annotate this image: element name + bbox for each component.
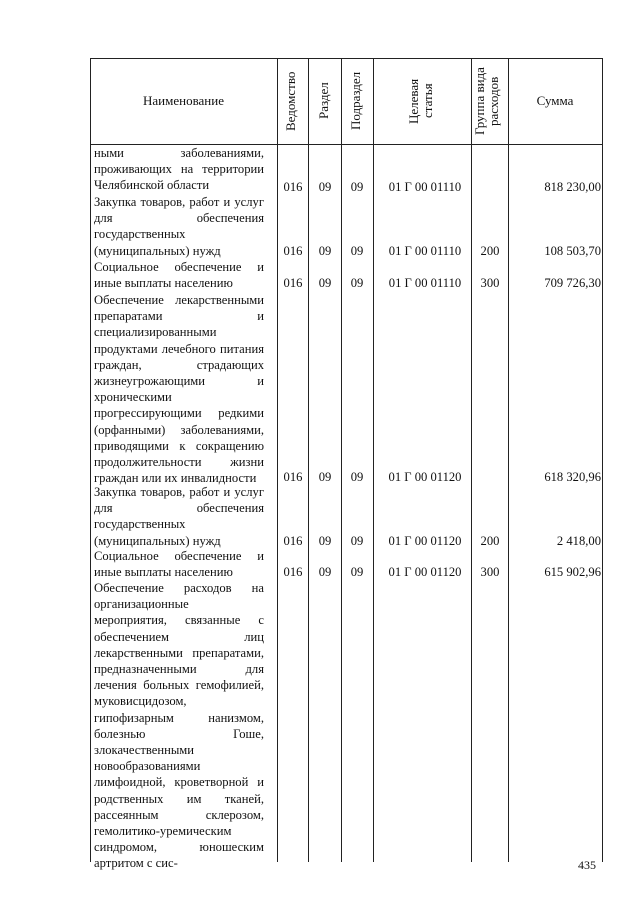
- row-amount: 2 418,00: [556, 534, 601, 548]
- row-department: 016: [283, 470, 303, 484]
- row-section: 09: [318, 180, 332, 194]
- row-section: 09: [318, 565, 332, 579]
- row-subsection: 09: [350, 470, 364, 484]
- header-name: Наименование: [143, 93, 224, 108]
- col-border-name: [277, 58, 278, 862]
- row-expense-group: 200: [480, 534, 500, 548]
- row-section: 09: [318, 276, 332, 290]
- row-expense-group: 300: [480, 565, 500, 579]
- row-target-article: 01 Г 00 01110: [388, 244, 462, 258]
- header-target-article: Целевая статья: [406, 78, 435, 124]
- row-section: 09: [318, 244, 332, 258]
- row-department: 016: [283, 276, 303, 290]
- row-section: 09: [318, 470, 332, 484]
- row-department: 016: [283, 565, 303, 579]
- header-expense-group: Группа вида расходов: [472, 67, 501, 135]
- col-border-left: [90, 58, 91, 862]
- row-amount: 108 503,70: [544, 244, 601, 258]
- col-border-right: [602, 58, 603, 862]
- header-amount: Сумма: [536, 93, 574, 108]
- row-target-article: 01 Г 00 01110: [388, 180, 462, 194]
- header-subsection: Подраздел: [348, 71, 363, 131]
- header-section: Раздел: [316, 82, 331, 120]
- row-section: 09: [318, 534, 332, 548]
- row-subsection: 09: [350, 276, 364, 290]
- row-target-article: 01 Г 00 01120: [388, 534, 462, 548]
- col-border-department: [308, 58, 309, 862]
- row-name: Закупка товаров, работ и услуг для обеспечения государственных (муниципальных) нужд: [94, 195, 264, 258]
- row-target-article: 01 Г 00 01120: [388, 470, 462, 484]
- row-name: Социальное обеспечение и иные выплаты населению: [94, 549, 264, 580]
- row-name: Обеспечение расходов на организационные мероприятия, связанные с обеспечением лиц лекарственными препаратами, предназначенными для лечения больных гемофилией, муковисцидозом, гипофизарным нанизмом, болезнью Гоше, злокачественными новообразованиями лимфоидной, кроветворной и родственных им тканей, рассеянным склерозом, гемолитико-уремическим синдромом, юношеским артритом с сис-: [94, 581, 264, 871]
- row-name: Социальное обеспечение и иные выплаты населению: [94, 260, 264, 291]
- row-department: 016: [283, 244, 303, 258]
- row-name: Закупка товаров, работ и услуг для обеспечения государственных (муниципальных) нужд: [94, 485, 264, 548]
- row-amount: 709 726,30: [544, 276, 601, 290]
- table-top-border: [90, 58, 602, 59]
- row-subsection: 09: [350, 244, 364, 258]
- row-target-article: 01 Г 00 01120: [388, 565, 462, 579]
- col-border-section: [341, 58, 342, 862]
- row-name: Обеспечение лекарственными препаратами и специализированными продуктами лечебного питания граждан, страдающих жизнеугрожающими и хроническими прогрессирующими редкими (орфанными) заболеваниями, приводящими к сокращению продолжительности жизни граждан или их инвалидности: [94, 293, 264, 486]
- row-expense-group: 200: [480, 244, 500, 258]
- row-amount: 618 320,96: [544, 470, 601, 484]
- row-department: 016: [283, 534, 303, 548]
- row-subsection: 09: [350, 565, 364, 579]
- row-amount: 615 902,96: [544, 565, 601, 579]
- page-number: 435: [578, 858, 596, 872]
- row-subsection: 09: [350, 180, 364, 194]
- row-department: 016: [283, 180, 303, 194]
- col-border-subsection: [373, 58, 374, 862]
- row-amount: 818 230,00: [544, 180, 601, 194]
- row-expense-group: 300: [480, 276, 500, 290]
- header-department: Ведомство: [283, 71, 298, 131]
- row-target-article: 01 Г 00 01110: [388, 276, 462, 290]
- row-name: ными заболеваниями, проживающих на территории Челябинской области: [94, 146, 264, 193]
- row-subsection: 09: [350, 534, 364, 548]
- col-border-group: [508, 58, 509, 862]
